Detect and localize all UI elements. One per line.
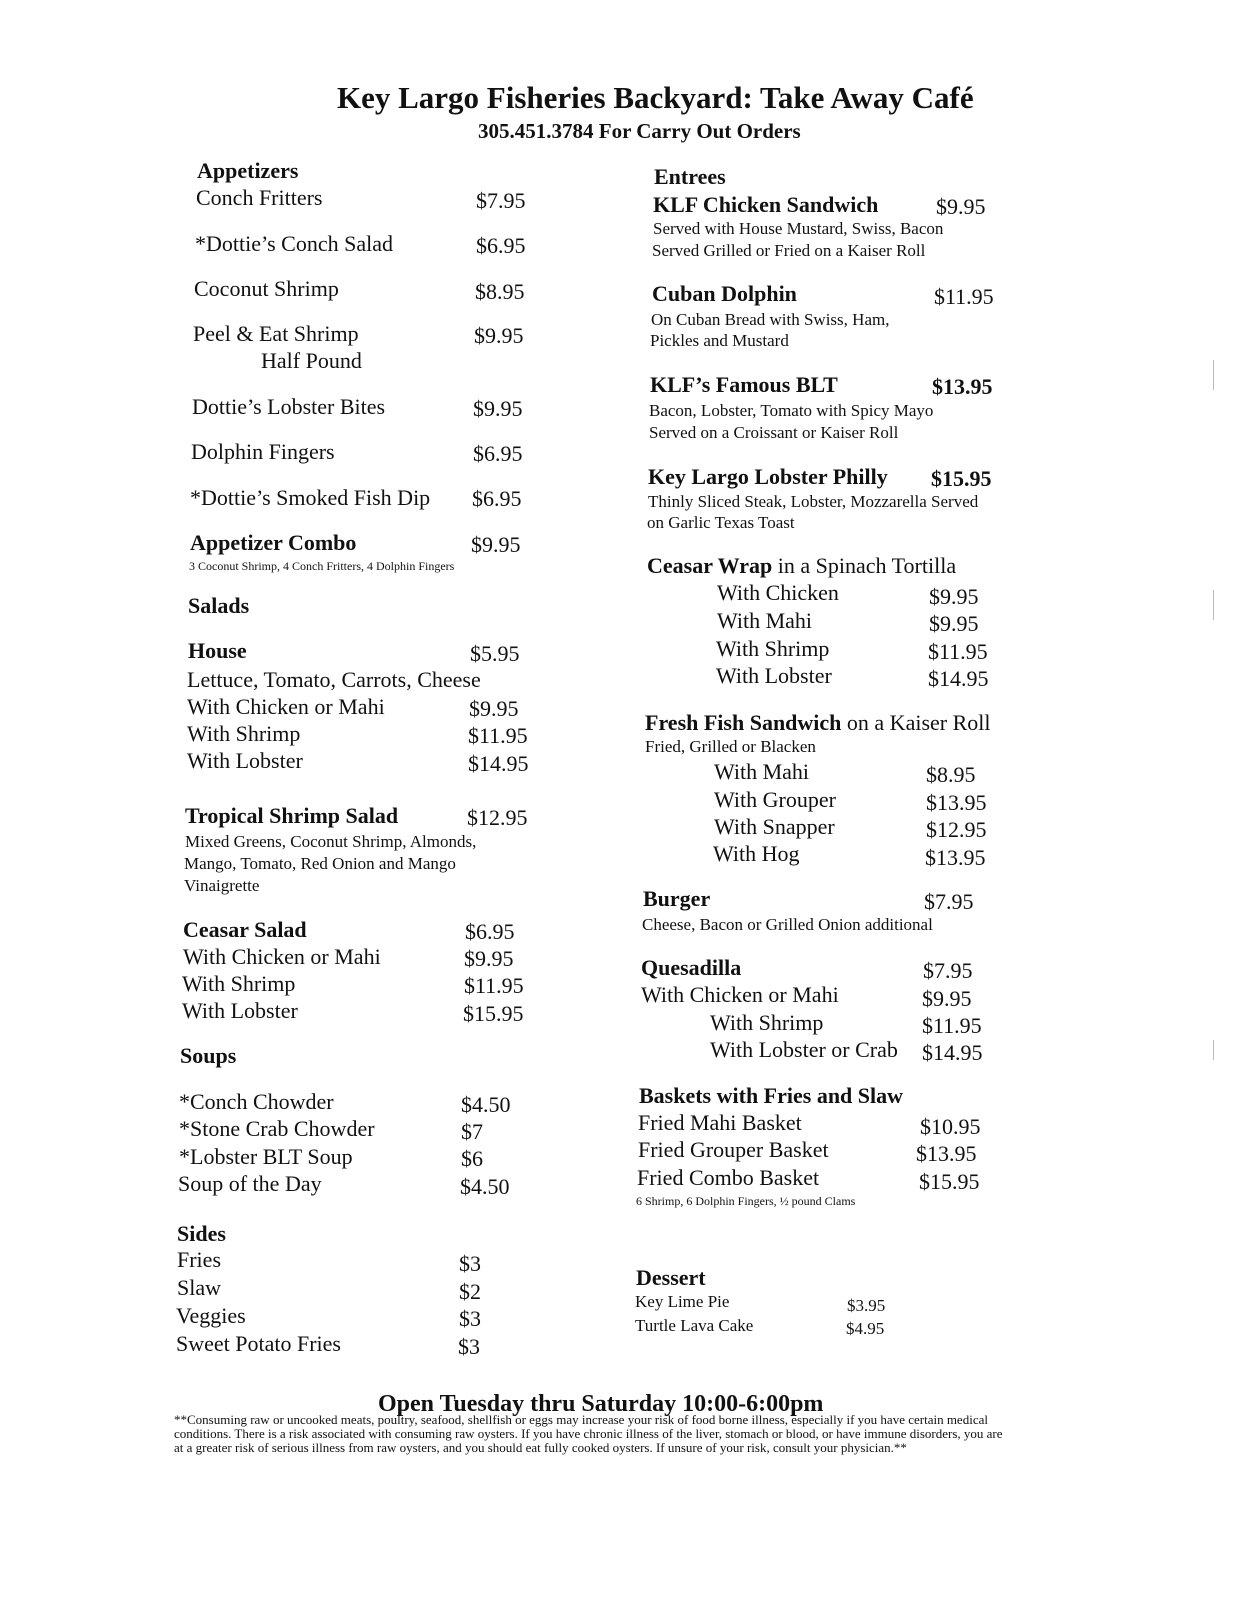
menu-option-name: With Lobster or Crab xyxy=(710,1037,898,1062)
scan-mark xyxy=(1213,590,1214,620)
opening-hours: Open Tuesday thru Saturday 10:00-6:00pm xyxy=(378,1391,824,1417)
menu-item-price: $6.95 xyxy=(476,233,526,258)
menu-item-name: Burger xyxy=(643,886,711,911)
menu-item-price: $13.95 xyxy=(932,374,993,399)
menu-item-name: *Dottie’s Conch Salad xyxy=(195,231,393,256)
menu-option-price: $15.95 xyxy=(463,1001,524,1026)
menu-item-suffix: on a Kaiser Roll xyxy=(841,710,991,735)
menu-item-price: $3 xyxy=(459,1306,481,1331)
menu-option-price: $8.95 xyxy=(926,762,976,787)
menu-option-name: With Shrimp xyxy=(710,1010,824,1035)
menu-item-name: Fried Mahi Basket xyxy=(638,1110,802,1135)
sides-heading: Sides xyxy=(177,1221,226,1246)
menu-item-name: KLF’s Famous BLT xyxy=(650,372,838,397)
menu-item-name: House xyxy=(188,638,247,663)
menu-item-description: Bacon, Lobster, Tomato with Spicy Mayo xyxy=(649,401,934,420)
menu-item-price: $7.95 xyxy=(476,188,526,213)
entrees-heading: Entrees xyxy=(654,164,726,189)
menu-option-price: $11.95 xyxy=(468,723,528,748)
menu-item-price: $11.95 xyxy=(934,284,994,309)
food-safety-disclaimer: **Consuming raw or uncooked meats, poultry, seafood, shellfish or eggs may increase your risk of food borne illness, especially if you have certain medical conditions. There is a risk associated with consuming raw oysters. If you have chronic illness of the liver, stomach or blood, or have immune disorders, you are at a greater risk of serious illness from raw oysters, and you should eat fully cooked oysters. If unsure of your risk, consult your physician.** xyxy=(174,1412,1003,1455)
menu-item-description: Cheese, Bacon or Grilled Onion additional xyxy=(642,915,933,934)
baskets-heading: Baskets with Fries and Slaw xyxy=(639,1083,904,1108)
menu-item-name: Tropical Shrimp Salad xyxy=(185,803,399,828)
menu-item-description: Fried, Grilled or Blacken xyxy=(645,737,816,756)
menu-option-name: With Hog xyxy=(713,841,800,866)
menu-option-price: $14.95 xyxy=(922,1040,983,1065)
menu-item-name: Peel & Eat Shrimp xyxy=(193,321,359,346)
menu-item-name: Cuban Dolphin xyxy=(652,281,797,306)
menu-item-price: $9.95 xyxy=(473,396,523,421)
menu-option-price: $13.95 xyxy=(926,790,987,815)
menu-option-price: $13.95 xyxy=(925,845,986,870)
menu-item-price: $8.95 xyxy=(475,279,525,304)
menu-option-price: $9.95 xyxy=(929,584,979,609)
menu-item-name: Dolphin Fingers xyxy=(191,439,335,464)
menu-item-description: 6 Shrimp, 6 Dolphin Fingers, ½ pound Clams xyxy=(636,1194,856,1208)
menu-item-name: Sweet Potato Fries xyxy=(176,1331,341,1356)
menu-option-name: With Grouper xyxy=(714,787,836,812)
menu-item-price: $2 xyxy=(459,1279,481,1304)
menu-item-price: $3 xyxy=(458,1334,480,1359)
menu-option-name: With Mahi xyxy=(714,759,810,784)
menu-item-price: $13.95 xyxy=(916,1141,977,1166)
menu-item-name: Veggies xyxy=(176,1303,246,1328)
menu-item-name: Dottie’s Lobster Bites xyxy=(192,394,386,419)
menu-item-title: Ceasar Wrap xyxy=(647,553,773,578)
menu-item-description: Mixed Greens, Coconut Shrimp, Almonds, xyxy=(185,832,477,851)
soups-heading: Soups xyxy=(180,1043,237,1068)
menu-item-name: Soup of the Day xyxy=(178,1171,322,1196)
menu-option-name: With Mahi xyxy=(717,608,813,633)
menu-item-description: Pickles and Mustard xyxy=(650,331,789,350)
menu-item-price: $12.95 xyxy=(467,805,528,830)
menu-item-suffix: in a Spinach Tortilla xyxy=(772,553,957,578)
menu-item-name: *Dottie’s Smoked Fish Dip xyxy=(190,485,431,510)
menu-item-price: $3 xyxy=(459,1251,481,1276)
menu-item-price: $6.95 xyxy=(473,441,523,466)
menu-item-description: Vinaigrette xyxy=(184,876,260,895)
menu-item-description: On Cuban Bread with Swiss, Ham, xyxy=(651,310,890,329)
menu-item-description: Served on a Croissant or Kaiser Roll xyxy=(649,423,899,442)
menu-item-description: Lettuce, Tomato, Carrots, Cheese xyxy=(187,667,481,692)
menu-item-price: $9.95 xyxy=(471,532,521,557)
menu-item-subtitle: Half Pound xyxy=(261,348,362,373)
menu-item-price: $9.95 xyxy=(474,323,524,348)
menu-item-description: Served Grilled or Fried on a Kaiser Roll xyxy=(652,241,926,260)
menu-item-price: $10.95 xyxy=(920,1114,981,1139)
menu-item-price: $6.95 xyxy=(472,486,522,511)
menu-option-price: $14.95 xyxy=(468,751,529,776)
menu-title: Key Largo Fisheries Backyard: Take Away Café xyxy=(337,80,974,115)
menu-item-price: $4.95 xyxy=(846,1319,885,1338)
menu-item-name: Fried Combo Basket xyxy=(637,1165,820,1190)
menu-option-name: With Snapper xyxy=(714,814,835,839)
menu-option-price: $9.95 xyxy=(464,946,514,971)
menu-item-price: $9.95 xyxy=(936,194,986,219)
appetizers-heading: Appetizers xyxy=(197,158,299,183)
menu-item-price: $6.95 xyxy=(465,919,515,944)
menu-item-name xyxy=(647,553,956,579)
menu-item-description: Thinly Sliced Steak, Lobster, Mozzarella Served xyxy=(648,492,979,511)
menu-item-name: *Stone Crab Chowder xyxy=(179,1116,375,1141)
menu-option-price: $14.95 xyxy=(928,666,989,691)
menu-option-price: $11.95 xyxy=(928,639,988,664)
menu-item-name: Coconut Shrimp xyxy=(194,276,339,301)
menu-item-name: Fried Grouper Basket xyxy=(638,1137,829,1162)
menu-item-name: Conch Fritters xyxy=(196,185,323,210)
menu-item-name: *Lobster BLT Soup xyxy=(179,1144,353,1169)
menu-option-name: With Shrimp xyxy=(187,721,301,746)
menu-option-name: With Chicken or Mahi xyxy=(641,982,839,1007)
menu-item-price: $4.50 xyxy=(461,1092,511,1117)
menu-option-price: $9.95 xyxy=(469,696,519,721)
scan-mark xyxy=(1213,360,1214,390)
menu-item-name: Ceasar Salad xyxy=(183,917,307,942)
menu-item-title: Fresh Fish Sandwich xyxy=(645,710,842,735)
dessert-heading: Dessert xyxy=(636,1265,706,1290)
scan-mark xyxy=(1213,1040,1214,1060)
menu-item-price: $15.95 xyxy=(931,466,992,491)
menu-item-name: *Conch Chowder xyxy=(179,1089,334,1114)
menu-option-name: With Chicken or Mahi xyxy=(183,944,381,969)
menu-item-description: Mango, Tomato, Red Onion and Mango xyxy=(184,854,456,873)
menu-option-name: With Chicken or Mahi xyxy=(187,694,385,719)
menu-option-price: $9.95 xyxy=(922,986,972,1011)
menu-item-price: $4.50 xyxy=(460,1174,510,1199)
phone-line: 305.451.3784 For Carry Out Orders xyxy=(478,119,801,143)
menu-option-price: $11.95 xyxy=(922,1013,982,1038)
menu-item-description: Served with House Mustard, Swiss, Bacon xyxy=(653,219,944,238)
menu-option-name: With Chicken xyxy=(717,580,839,605)
menu-item-name: Key Lime Pie xyxy=(635,1292,730,1311)
menu-option-price: $12.95 xyxy=(926,817,987,842)
menu-item-price: $5.95 xyxy=(470,641,520,666)
menu-item-name: Slaw xyxy=(177,1275,221,1300)
menu-item-price: $7.95 xyxy=(924,889,974,914)
menu-item-name xyxy=(645,710,991,736)
menu-option-name: With Lobster xyxy=(187,748,303,773)
menu-item-description: 3 Coconut Shrimp, 4 Conch Fritters, 4 Dolphin Fingers xyxy=(189,559,455,573)
menu-item-name: Quesadilla xyxy=(641,955,742,980)
menu-item-price: $3.95 xyxy=(847,1296,886,1315)
menu-option-name: With Shrimp xyxy=(182,971,296,996)
menu-option-price: $9.95 xyxy=(929,611,979,636)
salads-heading: Salads xyxy=(188,593,250,618)
menu-item-name: Turtle Lava Cake xyxy=(635,1316,754,1335)
menu-item-price: $7 xyxy=(461,1119,483,1144)
menu-item-price: $15.95 xyxy=(919,1169,980,1194)
menu-item-name: KLF Chicken Sandwich xyxy=(653,192,879,217)
menu-item-description: on Garlic Texas Toast xyxy=(647,513,795,532)
menu-option-name: With Lobster xyxy=(182,998,298,1023)
menu-item-name: Key Largo Lobster Philly xyxy=(648,464,888,489)
menu-option-name: With Lobster xyxy=(716,663,832,688)
menu-item-price: $7.95 xyxy=(923,958,973,983)
menu-option-price: $11.95 xyxy=(464,973,524,998)
menu-item-price: $6 xyxy=(461,1146,483,1171)
menu-item-name: Fries xyxy=(177,1247,221,1272)
menu-option-name: With Shrimp xyxy=(716,636,830,661)
menu-item-name: Appetizer Combo xyxy=(190,530,357,555)
